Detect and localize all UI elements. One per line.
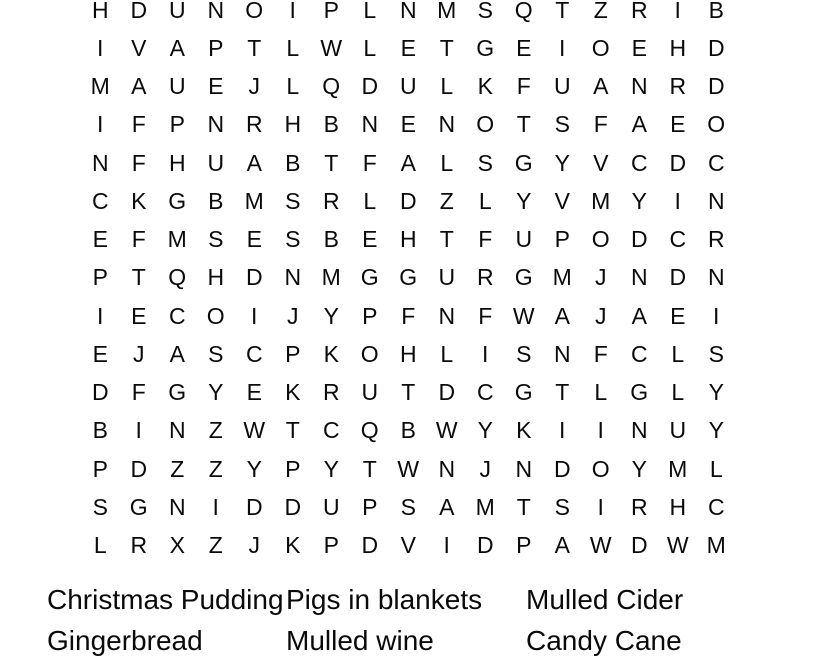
grid-letter[interactable]: T (285, 417, 300, 444)
grid-letter[interactable]: H (168, 149, 186, 176)
grid-letter[interactable]: Z (170, 455, 185, 482)
grid-letter[interactable]: C (669, 226, 687, 253)
letter-grid (81, 0, 736, 565)
grid-letter[interactable]: I (597, 493, 604, 520)
word-list-item: Pigs in blankets (286, 584, 483, 615)
grid-letter[interactable]: F (593, 111, 608, 138)
grid-letter[interactable]: S (554, 111, 570, 138)
grid-letter[interactable]: K (516, 417, 532, 444)
grid-letter[interactable]: G (476, 34, 495, 61)
grid-letter[interactable]: W (589, 532, 612, 559)
grid-letter[interactable]: G (514, 149, 533, 176)
grid-letter[interactable]: A (400, 149, 416, 176)
grid-letter[interactable]: M (668, 455, 688, 482)
grid-letter[interactable]: D (630, 532, 648, 559)
grid-letter[interactable]: P (208, 34, 224, 61)
grid-letter[interactable]: U (669, 417, 687, 444)
grid-letter[interactable]: M (167, 226, 187, 253)
grid-letter[interactable]: I (559, 34, 566, 61)
grid-letter[interactable]: N (207, 111, 225, 138)
grid-letter[interactable]: R (476, 264, 494, 291)
grid-letter[interactable]: D (91, 379, 109, 406)
grid-letter[interactable]: U (438, 264, 456, 291)
grid-letter[interactable]: C (630, 149, 648, 176)
grid-letter[interactable]: T (362, 455, 377, 482)
grid-letter[interactable]: G (129, 493, 148, 520)
grid-letter[interactable]: A (554, 302, 570, 329)
grid-letter[interactable]: U (399, 73, 417, 100)
grid-letter[interactable]: G (514, 379, 533, 406)
word-list-item: Candy Cane (526, 625, 682, 656)
grid-letter[interactable]: Y (708, 417, 724, 444)
grid-letter[interactable]: Y (323, 302, 339, 329)
grid-letter[interactable]: J (479, 455, 491, 482)
grid-letter[interactable]: E (631, 34, 647, 61)
grid-letter[interactable]: J (287, 302, 299, 329)
grid-letter[interactable]: M (90, 73, 110, 100)
grid-letter[interactable]: N (707, 187, 725, 214)
grid-letter[interactable]: P (169, 111, 185, 138)
grid-letter[interactable]: P (323, 532, 339, 559)
grid-letter[interactable]: U (553, 73, 571, 100)
grid-letter[interactable]: A (631, 111, 647, 138)
grid-letter[interactable]: T (555, 0, 570, 23)
grid-letter[interactable]: M (552, 264, 572, 291)
grid-letter[interactable]: Y (554, 149, 570, 176)
grid-letter[interactable]: C (245, 340, 263, 367)
grid-letter[interactable]: W (435, 417, 458, 444)
grid-letter[interactable]: C (168, 302, 186, 329)
grid-letter[interactable]: N (207, 0, 225, 23)
grid-letter[interactable]: D (130, 455, 148, 482)
grid-letter[interactable]: T (439, 34, 454, 61)
grid-letter[interactable]: I (251, 302, 258, 329)
grid-letter[interactable]: Q (360, 417, 379, 444)
grid-letter[interactable]: D (245, 493, 263, 520)
grid-letter[interactable]: I (559, 417, 566, 444)
grid-letter[interactable]: K (131, 187, 147, 214)
grid-letter[interactable]: O (476, 111, 495, 138)
grid-letter[interactable]: K (285, 532, 301, 559)
word-list-item: Mulled Cider (526, 584, 684, 615)
grid-letter[interactable]: J (133, 340, 145, 367)
grid-letter[interactable]: M (475, 493, 495, 520)
grid-letter[interactable]: O (245, 0, 264, 23)
grid-letter[interactable]: I (135, 417, 142, 444)
grid-letter[interactable]: S (708, 340, 724, 367)
grid-letter[interactable]: I (97, 302, 104, 329)
grid-letter[interactable]: L (671, 340, 685, 367)
grid-letter[interactable]: O (707, 111, 726, 138)
grid-letter[interactable]: K (323, 340, 339, 367)
grid-letter[interactable]: L (363, 34, 377, 61)
grid-letter[interactable]: P (516, 532, 532, 559)
grid-letter[interactable]: R (130, 532, 148, 559)
grid-letter[interactable]: B (92, 417, 108, 444)
grid-letter[interactable]: G (630, 379, 649, 406)
grid-letter[interactable]: F (516, 73, 531, 100)
grid-letter[interactable]: L (93, 532, 107, 559)
grid-letter[interactable]: J (595, 264, 607, 291)
grid-letter[interactable]: M (706, 532, 726, 559)
grid-letter[interactable]: A (169, 34, 185, 61)
grid-letter[interactable]: F (401, 302, 416, 329)
grid-letter[interactable]: Y (631, 187, 647, 214)
grid-letter[interactable]: H (399, 340, 417, 367)
grid-letter[interactable]: N (438, 111, 456, 138)
grid-letter[interactable]: Q (514, 0, 533, 23)
grid-letter[interactable]: B (708, 0, 724, 23)
grid-letter[interactable]: T (516, 111, 531, 138)
grid-letter[interactable]: A (439, 493, 455, 520)
grid-letter[interactable]: I (443, 532, 450, 559)
grid-letter[interactable]: M (591, 187, 611, 214)
grid-letter[interactable]: T (324, 149, 339, 176)
grid-letter[interactable]: N (284, 264, 302, 291)
grid-letter[interactable]: D (399, 187, 417, 214)
grid-letter[interactable]: M (244, 187, 264, 214)
grid-letter[interactable]: E (670, 302, 686, 329)
grid-letter[interactable]: J (248, 73, 260, 100)
grid-letter[interactable]: F (593, 340, 608, 367)
grid-letter[interactable]: E (516, 34, 532, 61)
grid-letter[interactable]: N (630, 73, 648, 100)
grid-letter[interactable]: P (92, 455, 108, 482)
grid-letter[interactable]: N (515, 455, 533, 482)
grid-letter[interactable]: B (323, 111, 339, 138)
grid-letter[interactable]: A (593, 73, 609, 100)
grid-letter[interactable]: I (482, 340, 489, 367)
grid-letter[interactable]: Y (708, 379, 724, 406)
grid-letter[interactable]: L (363, 187, 377, 214)
grid-letter[interactable]: E (92, 340, 108, 367)
grid-letter[interactable]: R (669, 73, 687, 100)
grid-letter[interactable]: D (438, 379, 456, 406)
grid-letter[interactable]: C (476, 379, 494, 406)
grid-letter[interactable]: C (630, 340, 648, 367)
grid-letter[interactable]: I (713, 302, 720, 329)
grid-letter[interactable]: I (597, 417, 604, 444)
grid-letter[interactable]: H (669, 34, 687, 61)
grid-letter[interactable]: E (670, 111, 686, 138)
grid-letter[interactable]: R (322, 187, 340, 214)
grid-letter[interactable]: L (478, 187, 492, 214)
grid-letter[interactable]: D (669, 149, 687, 176)
grid-letter[interactable]: D (553, 455, 571, 482)
grid-letter[interactable]: O (591, 455, 610, 482)
grid-letter[interactable]: D (669, 264, 687, 291)
grid-letter[interactable]: K (285, 379, 301, 406)
grid-letter[interactable]: I (289, 0, 296, 23)
grid-letter[interactable]: Y (323, 455, 339, 482)
grid-letter[interactable]: I (97, 111, 104, 138)
grid-letter[interactable]: A (631, 302, 647, 329)
grid-letter[interactable]: D (361, 532, 379, 559)
grid-letter[interactable]: Z (208, 532, 223, 559)
grid-letter[interactable]: C (91, 187, 109, 214)
grid-letter[interactable]: E (362, 226, 378, 253)
grid-letter[interactable]: T (131, 264, 146, 291)
word-list-item: Gingerbread (47, 625, 203, 656)
grid-letter[interactable]: B (285, 149, 301, 176)
grid-letter[interactable]: P (362, 493, 378, 520)
grid-letter[interactable]: O (206, 302, 225, 329)
grid-letter[interactable]: U (168, 0, 186, 23)
grid-letter[interactable]: S (516, 340, 532, 367)
grid-letter[interactable]: D (361, 73, 379, 100)
grid-letter[interactable]: B (400, 417, 416, 444)
grid-letter[interactable]: H (91, 0, 109, 23)
grid-letter[interactable]: R (630, 0, 648, 23)
grid-letter[interactable]: D (630, 226, 648, 253)
grid-letter[interactable]: V (554, 187, 570, 214)
grid-letter[interactable]: F (478, 226, 493, 253)
grid-letter[interactable]: J (595, 302, 607, 329)
grid-letter[interactable]: M (437, 0, 457, 23)
grid-letter[interactable]: A (169, 340, 185, 367)
grid-letter[interactable]: N (707, 264, 725, 291)
grid-letter[interactable]: F (362, 149, 377, 176)
grid-letter[interactable]: H (669, 493, 687, 520)
grid-letter[interactable]: N (168, 417, 186, 444)
grid-letter[interactable]: L (440, 340, 454, 367)
grid-letter[interactable]: Y (208, 379, 224, 406)
grid-letter[interactable]: F (131, 226, 146, 253)
grid-letter[interactable]: V (131, 34, 147, 61)
grid-letter[interactable]: Z (208, 455, 223, 482)
grid-letter[interactable]: F (131, 111, 146, 138)
grid-letter[interactable]: P (92, 264, 108, 291)
grid-letter[interactable]: Y (246, 455, 262, 482)
grid-letter[interactable]: S (400, 493, 416, 520)
grid-letter[interactable]: D (707, 34, 725, 61)
grid-letter[interactable]: C (707, 493, 725, 520)
grid-letter[interactable]: N (630, 264, 648, 291)
grid-letter[interactable]: Q (322, 73, 341, 100)
grid-letter[interactable]: C (707, 149, 725, 176)
grid-letter[interactable]: J (248, 532, 260, 559)
grid-letter[interactable]: O (360, 340, 379, 367)
grid-letter[interactable]: W (243, 417, 266, 444)
grid-letter[interactable]: G (360, 264, 379, 291)
grid-letter[interactable]: P (285, 455, 301, 482)
grid-letter[interactable]: L (286, 73, 300, 100)
grid-letter[interactable]: B (208, 187, 224, 214)
grid-letter[interactable]: Y (477, 417, 493, 444)
grid-letter[interactable]: R (707, 226, 725, 253)
grid-letter[interactable]: B (323, 226, 339, 253)
grid-letter[interactable]: N (399, 0, 417, 23)
grid-letter[interactable]: Q (168, 264, 187, 291)
grid-letter[interactable]: N (168, 493, 186, 520)
grid-letter[interactable]: Z (593, 0, 608, 23)
grid-letter[interactable]: A (246, 149, 262, 176)
grid-letter[interactable]: G (168, 379, 187, 406)
grid-letter[interactable]: S (285, 226, 301, 253)
grid-letter[interactable]: L (440, 73, 454, 100)
grid-letter[interactable]: N (438, 455, 456, 482)
grid-letter[interactable]: O (591, 34, 610, 61)
grid-letter[interactable]: S (477, 0, 493, 23)
grid-letter[interactable]: R (630, 493, 648, 520)
grid-letter[interactable]: W (666, 532, 689, 559)
grid-letter[interactable]: U (515, 226, 533, 253)
grid-letter[interactable]: L (594, 379, 608, 406)
grid-letter[interactable]: P (362, 302, 378, 329)
grid-letter[interactable]: D (476, 532, 494, 559)
grid-letter[interactable]: C (322, 417, 340, 444)
grid-letter[interactable]: H (284, 111, 302, 138)
grid-letter[interactable]: F (478, 302, 493, 329)
grid-letter[interactable]: I (674, 0, 681, 23)
word-list-item: Mulled wine (286, 625, 434, 656)
grid-letter[interactable]: D (284, 493, 302, 520)
grid-letter[interactable]: N (630, 417, 648, 444)
grid-letter[interactable]: D (707, 73, 725, 100)
grid-letter[interactable]: V (400, 532, 416, 559)
grid-letter[interactable]: T (401, 379, 416, 406)
grid-letter[interactable]: G (399, 264, 418, 291)
grid-letter[interactable]: U (322, 493, 340, 520)
grid-letter[interactable]: L (709, 455, 723, 482)
grid-letter[interactable]: K (477, 73, 493, 100)
grid-letter[interactable]: Z (439, 187, 454, 214)
grid-letter[interactable]: T (516, 493, 531, 520)
grid-letter[interactable]: S (285, 187, 301, 214)
grid-letter[interactable]: W (512, 302, 535, 329)
grid-letter[interactable]: W (320, 34, 343, 61)
grid-letter[interactable]: P (285, 340, 301, 367)
grid-letter[interactable]: G (168, 187, 187, 214)
grid-letter[interactable]: L (286, 34, 300, 61)
grid-letter[interactable]: U (361, 379, 379, 406)
grid-letter[interactable]: P (554, 226, 570, 253)
grid-letter[interactable]: W (397, 455, 420, 482)
grid-letter[interactable]: U (207, 149, 225, 176)
grid-letter[interactable]: R (245, 111, 263, 138)
grid-letter[interactable]: D (245, 264, 263, 291)
grid-letter[interactable]: A (131, 73, 147, 100)
grid-letter[interactable]: S (208, 226, 224, 253)
grid-letter[interactable]: T (439, 226, 454, 253)
grid-letter[interactable]: L (363, 0, 377, 23)
grid-letter[interactable]: L (440, 149, 454, 176)
grid-letter[interactable]: Z (208, 417, 223, 444)
grid-letter[interactable]: S (208, 340, 224, 367)
grid-letter[interactable]: E (400, 34, 416, 61)
grid-letter[interactable]: U (168, 73, 186, 100)
grid-letter[interactable]: X (169, 532, 185, 559)
grid-letter[interactable]: H (399, 226, 417, 253)
grid-letter[interactable]: E (246, 226, 262, 253)
grid-letter[interactable]: I (674, 187, 681, 214)
grid-letter[interactable]: S (554, 493, 570, 520)
grid-letter[interactable]: N (438, 302, 456, 329)
grid-letter[interactable]: F (131, 379, 146, 406)
grid-letter[interactable]: I (212, 493, 219, 520)
grid-letter[interactable]: E (92, 226, 108, 253)
grid-letter[interactable]: G (514, 264, 533, 291)
grid-letter[interactable]: Y (631, 455, 647, 482)
grid-letter[interactable]: S (477, 149, 493, 176)
grid-letter[interactable]: L (671, 379, 685, 406)
grid-letter[interactable]: S (92, 493, 108, 520)
grid-letter[interactable]: A (554, 532, 570, 559)
grid-letter[interactable]: R (322, 379, 340, 406)
grid-letter[interactable]: E (246, 379, 262, 406)
grid-letter[interactable]: P (323, 0, 339, 23)
grid-letter[interactable]: N (361, 111, 379, 138)
grid-letter[interactable]: D (130, 0, 148, 23)
grid-letter[interactable]: M (321, 264, 341, 291)
grid-letter[interactable]: H (207, 264, 225, 291)
grid-letter[interactable]: Y (516, 187, 532, 214)
grid-letter[interactable]: E (208, 73, 224, 100)
grid-letter[interactable]: N (91, 149, 109, 176)
word-list-item: Christmas Pudding (47, 584, 284, 615)
grid-letter[interactable]: F (131, 149, 146, 176)
grid-letter[interactable]: O (591, 226, 610, 253)
grid-letter[interactable]: I (97, 34, 104, 61)
grid-letter[interactable]: E (131, 302, 147, 329)
grid-letter[interactable]: E (400, 111, 416, 138)
grid-letter[interactable]: T (247, 34, 262, 61)
grid-letter[interactable]: V (593, 149, 609, 176)
grid-letter[interactable]: T (555, 379, 570, 406)
grid-letter[interactable]: N (553, 340, 571, 367)
